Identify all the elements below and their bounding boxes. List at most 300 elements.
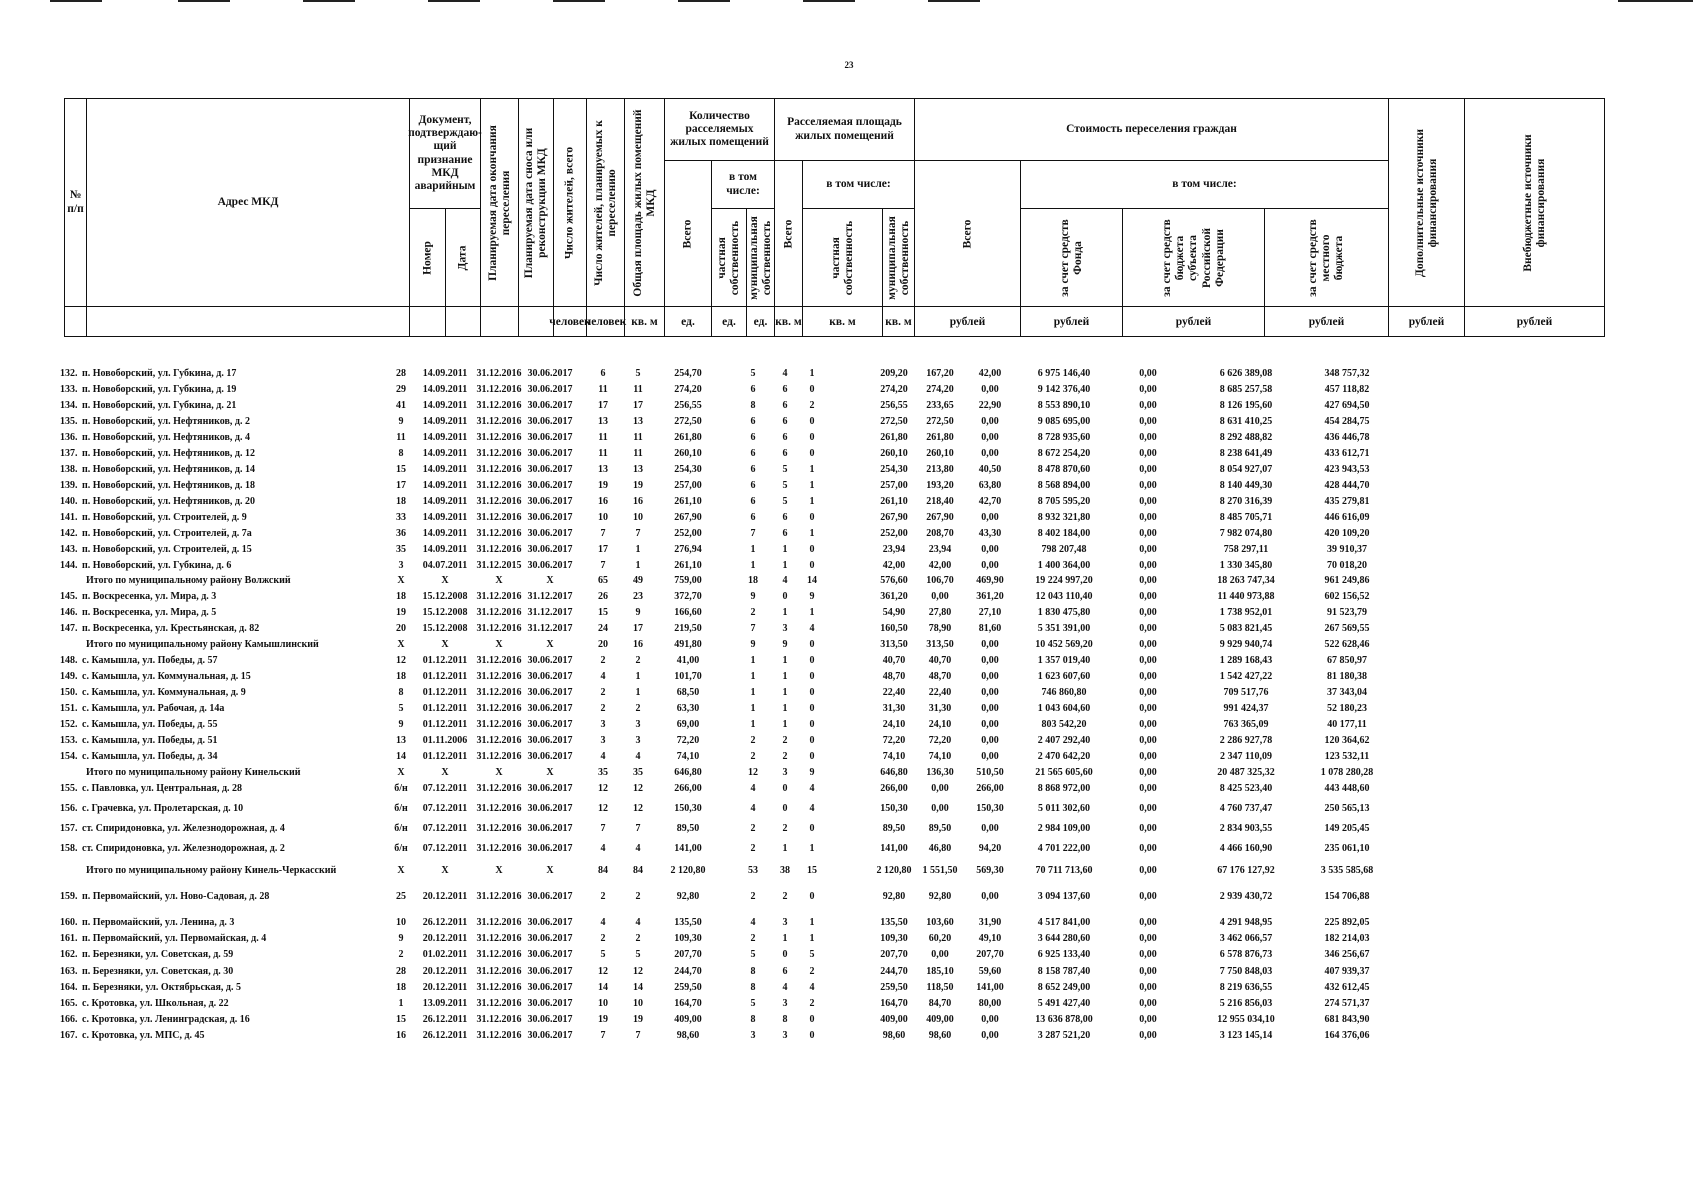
cell-rm: 9 <box>809 767 815 778</box>
cell-area: 219,50 <box>674 623 702 634</box>
header-no <box>64 98 87 307</box>
table-row <box>60 781 1604 796</box>
cell-rt: 53 <box>748 865 758 876</box>
cell-date: 01.12.2011 <box>422 719 468 730</box>
cell-am: 469,90 <box>976 575 1004 586</box>
cell-cr: 758 297,11 <box>1223 544 1269 555</box>
cell-num: 20 <box>396 623 406 634</box>
cell-ap: 185,10 <box>926 966 954 977</box>
cell-end: 31.12.2016 <box>476 496 522 507</box>
cell-at: 646,80 <box>880 767 908 778</box>
cell-n: 138. <box>60 464 78 475</box>
cell-at: 2 120,80 <box>876 865 912 876</box>
unit-label: ед. <box>722 315 736 328</box>
cell-rm: 0 <box>809 448 815 459</box>
cell-am: 0,00 <box>981 432 999 443</box>
cell-cr: 4 760 737,47 <box>1219 803 1273 814</box>
cell-ct: 10 452 569,20 <box>1035 639 1093 650</box>
cell-dem: 30.06.2017 <box>527 949 573 960</box>
cell-res: 11 <box>598 432 608 443</box>
header-residents-planned <box>586 98 625 307</box>
cell-am: 0,00 <box>981 719 999 730</box>
unit-sqm4 <box>882 306 915 337</box>
unit-label: кв. м <box>829 315 856 328</box>
cell-area: 74,10 <box>676 751 700 762</box>
cell-addr: п. Березняки, ул. Октябрьская, д. 5 <box>82 982 241 993</box>
cell-ap: 103,60 <box>926 917 954 928</box>
cell-cf: 0,00 <box>1139 917 1157 928</box>
cell-cl: 435 279,81 <box>1324 496 1370 507</box>
cell-cf: 0,00 <box>1139 416 1157 427</box>
cell-end: 31.12.2016 <box>476 891 522 902</box>
cell-cr: 20 487 325,32 <box>1217 767 1275 778</box>
subtotal-row <box>64 573 1604 588</box>
cell-ap: 260,10 <box>926 448 954 459</box>
cell-ct: 3 644 280,60 <box>1037 933 1091 944</box>
cell-ap: 89,50 <box>928 823 952 834</box>
cell-cf: 0,00 <box>1139 432 1157 443</box>
cell-area: 257,00 <box>674 480 702 491</box>
cell-rt: 1 <box>750 719 756 730</box>
cell-dem: 30.06.2017 <box>527 384 573 395</box>
cell-rm: 2 <box>809 966 815 977</box>
cell-area: 276,94 <box>674 544 702 555</box>
table-row <box>60 621 1604 636</box>
cell-resp: 13 <box>633 416 643 427</box>
cell-n: 144. <box>60 560 78 571</box>
table-row <box>60 749 1604 764</box>
cell-resp: 10 <box>633 998 643 1009</box>
cell-n: 157. <box>60 823 78 834</box>
header-cost-region-label: за счет средств бюджета субъекта Российской Федерации <box>1160 218 1226 297</box>
cell-cf: 0,00 <box>1139 575 1157 586</box>
cell-am: 81,60 <box>978 623 1002 634</box>
cell-num: 25 <box>396 891 406 902</box>
cell-dem: 31.12.2017 <box>527 607 573 618</box>
cell-dem: 30.06.2017 <box>527 512 573 523</box>
cell-cr: 6 626 389,08 <box>1219 368 1273 379</box>
table-row <box>60 980 1604 995</box>
cell-date: 26.12.2011 <box>422 1030 468 1041</box>
cell-area: 372,70 <box>674 591 702 602</box>
cell-rp: 3 <box>782 767 788 778</box>
cell-rt: 6 <box>750 464 756 475</box>
cell-addr: п. Березняки, ул. Советская, д. 59 <box>82 949 234 960</box>
cell-rm: 0 <box>809 432 815 443</box>
cell-num: б/н <box>394 783 408 794</box>
cell-am: 0,00 <box>981 1014 999 1025</box>
cell-n: 137. <box>60 448 78 459</box>
header-area-including <box>802 160 915 209</box>
cell-ct: 8 672 254,20 <box>1037 448 1091 459</box>
cell-num: 15 <box>396 464 406 475</box>
cell-n: 166. <box>60 1014 78 1025</box>
cell-addr: Итого по муниципальному району Камышлинский <box>86 639 319 650</box>
page-number: 23 <box>844 60 854 70</box>
cell-ap: 136,30 <box>926 767 954 778</box>
cell-rt: 2 <box>750 891 756 902</box>
cell-end: 31.12.2016 <box>476 1030 522 1041</box>
cell-cr: 18 263 747,34 <box>1217 575 1275 586</box>
cell-addr: п. Новоборский, ул. Губкина, д. 21 <box>82 400 237 411</box>
cell-n: 148. <box>60 655 78 666</box>
cell-cr: 8 270 316,39 <box>1219 496 1273 507</box>
cell-dem: 30.06.2017 <box>527 448 573 459</box>
cell-n: 161. <box>60 933 78 944</box>
cell-at: 109,30 <box>880 933 908 944</box>
cell-dem: 30.06.2017 <box>527 843 573 854</box>
cell-rm: 1 <box>809 496 815 507</box>
table-row <box>60 478 1604 493</box>
cell-addr: п. Новоборский, ул. Губкина, д. 6 <box>82 560 232 571</box>
cell-addr: с. Грачевка, ул. Пролетарская, д. 10 <box>82 803 244 814</box>
cell-n: 156. <box>60 803 78 814</box>
cell-n: 167. <box>60 1030 78 1041</box>
header-cost-total-label: Всего <box>960 219 973 248</box>
cell-area: 89,50 <box>676 823 700 834</box>
unit-rub1 <box>914 306 1021 337</box>
header-additional-sources-label: Дополнительные источники финансирования <box>1413 128 1439 277</box>
cell-rp: 2 <box>782 823 788 834</box>
cell-end: 31.12.2016 <box>476 671 522 682</box>
subtotal-row <box>64 637 1604 652</box>
header-cost-including-label: в том числе: <box>1172 177 1237 190</box>
cell-ap: 0,00 <box>931 949 949 960</box>
table-row <box>60 701 1604 716</box>
unit-label: кв. м <box>775 315 802 328</box>
table-header <box>64 98 1604 361</box>
cell-at: 261,10 <box>880 496 908 507</box>
cell-dem: 30.06.2017 <box>527 400 573 411</box>
cell-am: 0,00 <box>981 735 999 746</box>
cell-rt: 2 <box>750 933 756 944</box>
cell-area: 266,00 <box>674 783 702 794</box>
cell-ap: 0,00 <box>931 803 949 814</box>
cell-addr: с. Павловка, ул. Центральная, д. 28 <box>82 783 243 794</box>
cell-resp: 4 <box>635 917 641 928</box>
cell-date: 20.12.2011 <box>422 982 468 993</box>
cell-cf: 0,00 <box>1139 735 1157 746</box>
cell-cl: 154 706,88 <box>1324 891 1370 902</box>
header-cost-including <box>1020 160 1389 209</box>
cell-ap: 84,70 <box>928 998 952 1009</box>
cell-cr: 8 292 488,82 <box>1219 432 1273 443</box>
cell-ct: 4 517 841,00 <box>1037 917 1091 928</box>
cell-at: 209,20 <box>880 368 908 379</box>
header-cost-fund-label: за счет средств Фонда <box>1058 218 1084 297</box>
cell-cr: 67 176 127,92 <box>1217 865 1275 876</box>
unit-rub2 <box>1020 306 1123 337</box>
cell-addr: п. Воскресенка, ул. Мира, д. 3 <box>82 591 217 602</box>
cell-rp: 1 <box>782 843 788 854</box>
cell-date: 15.12.2008 <box>422 623 468 634</box>
cell-rp: 8 <box>782 1014 788 1025</box>
cell-resp: 12 <box>633 803 643 814</box>
cell-cl: 346 256,67 <box>1324 949 1370 960</box>
cell-num: 5 <box>398 703 404 714</box>
unit-persons1 <box>549 306 591 337</box>
header-doc-number <box>409 208 446 307</box>
cell-am: 42,70 <box>978 496 1002 507</box>
cell-am: 0,00 <box>981 448 999 459</box>
cell-rp: 1 <box>782 655 788 666</box>
cell-cf: 0,00 <box>1139 803 1157 814</box>
cell-cr: 2 347 110,09 <box>1220 751 1272 762</box>
cell-ap: 0,00 <box>931 783 949 794</box>
cell-rp: 4 <box>782 575 788 586</box>
cell-rp: 0 <box>782 783 788 794</box>
cell-at: 92,80 <box>882 891 906 902</box>
header-residents-planned-label: Число жителей, планируемых к переселению <box>592 119 618 286</box>
cell-cr: 2 286 927,78 <box>1219 735 1273 746</box>
cell-res: 5 <box>600 949 606 960</box>
cell-cl: 457 118,82 <box>1324 384 1370 395</box>
cell-resp: 7 <box>635 528 641 539</box>
cell-dem: 30.06.2017 <box>527 803 573 814</box>
unit-label: рублей <box>1053 315 1090 328</box>
cell-ct: 5 491 427,40 <box>1037 998 1091 1009</box>
cell-ct: 8 478 870,60 <box>1037 464 1091 475</box>
cell-dem: 30.06.2017 <box>527 368 573 379</box>
cell-cf: 0,00 <box>1139 400 1157 411</box>
unit-rub6 <box>1464 306 1605 337</box>
cell-end: 31.12.2016 <box>476 480 522 491</box>
cell-area: 259,50 <box>674 982 702 993</box>
cell-resp: 3 <box>635 719 641 730</box>
cell-num: 28 <box>396 368 406 379</box>
unit-label: рублей <box>949 315 986 328</box>
cell-rm: 0 <box>809 735 815 746</box>
header-no-label: № п/п <box>67 189 84 215</box>
cell-cl: 420 109,20 <box>1324 528 1370 539</box>
cell-end: 31.12.2016 <box>476 623 522 634</box>
cell-end: 31.12.2015 <box>476 560 522 571</box>
cell-date: 26.12.2011 <box>422 917 468 928</box>
cell-ct: 8 402 184,00 <box>1037 528 1091 539</box>
cell-num: 36 <box>396 528 406 539</box>
cell-n: 154. <box>60 751 78 762</box>
cell-date: 20.12.2011 <box>422 891 468 902</box>
header-doc-date <box>445 208 481 307</box>
cell-ct: 9 085 695,00 <box>1037 416 1091 427</box>
unit-sqm1 <box>624 306 665 337</box>
cell-at: 54,90 <box>882 607 906 618</box>
cell-end: 31.12.2016 <box>476 544 522 555</box>
cell-resp: 2 <box>635 933 641 944</box>
cell-cl: 164 376,06 <box>1324 1030 1370 1041</box>
cell-rm: 2 <box>809 400 815 411</box>
cell-am: 0,00 <box>981 512 999 523</box>
cell-cl: 681 843,90 <box>1324 1014 1370 1025</box>
cell-rp: 6 <box>782 384 788 395</box>
cell-date: 14.09.2011 <box>422 512 468 523</box>
cell-ct: 2 984 109,00 <box>1037 823 1091 834</box>
cell-rm: 1 <box>809 368 815 379</box>
cell-am: 0,00 <box>981 384 999 395</box>
cell-rt: 5 <box>750 998 756 1009</box>
cell-ap: 27,80 <box>928 607 952 618</box>
cell-num: X <box>397 639 405 650</box>
cell-cr: 4 466 160,90 <box>1219 843 1273 854</box>
cell-res: 2 <box>600 687 606 698</box>
cell-n: 152. <box>60 719 78 730</box>
cell-resp: 12 <box>633 783 643 794</box>
cell-cf: 0,00 <box>1139 607 1157 618</box>
header-cost <box>914 98 1389 161</box>
cell-date: 14.09.2011 <box>422 544 468 555</box>
header-area-private <box>802 208 883 307</box>
cell-num: 41 <box>396 400 406 411</box>
cell-ct: 6 925 133,40 <box>1037 949 1091 960</box>
table-row <box>60 494 1604 509</box>
cell-res: 7 <box>600 823 606 834</box>
cell-n: 150. <box>60 687 78 698</box>
cell-rt: 2 <box>750 823 756 834</box>
cell-n: 149. <box>60 671 78 682</box>
cell-end: 31.12.2016 <box>476 512 522 523</box>
cell-resp: 11 <box>633 448 643 459</box>
cell-at: 150,30 <box>880 803 908 814</box>
cell-res: 24 <box>598 623 608 634</box>
table-row <box>60 685 1604 700</box>
cell-dem: 30.06.2017 <box>527 703 573 714</box>
cell-addr: Итого по муниципальному району Кинель-Черкасский <box>86 865 337 876</box>
cell-date: 14.09.2011 <box>422 400 468 411</box>
cell-date: 01.11.2006 <box>422 735 468 746</box>
cell-rt: 2 <box>750 843 756 854</box>
cell-date: 07.12.2011 <box>422 823 468 834</box>
cell-addr: п. Новоборский, ул. Нефтяников, д. 12 <box>82 448 255 459</box>
header-additional-sources <box>1388 98 1465 307</box>
unit-rub3 <box>1122 306 1265 337</box>
cell-cl: 446 616,09 <box>1324 512 1370 523</box>
cell-area: 256,55 <box>674 400 702 411</box>
cell-at: 409,00 <box>880 1014 908 1025</box>
cell-am: 49,10 <box>978 933 1002 944</box>
cell-date: X <box>441 575 449 586</box>
header-rooms <box>664 98 775 161</box>
table-row <box>60 1012 1604 1027</box>
cell-rt: 7 <box>750 528 756 539</box>
cell-rt: 1 <box>750 671 756 682</box>
cell-rt: 4 <box>750 783 756 794</box>
cell-res: 2 <box>600 933 606 944</box>
cell-cr: 763 365,09 <box>1223 719 1269 730</box>
cell-resp: 1 <box>635 560 641 571</box>
cell-dem: 30.06.2017 <box>527 480 573 491</box>
cell-rt: 6 <box>750 512 756 523</box>
cell-ct: 6 975 146,40 <box>1037 368 1091 379</box>
cell-at: 31,30 <box>882 703 906 714</box>
header-rooms-private <box>711 208 747 307</box>
cell-rm: 0 <box>809 544 815 555</box>
table-row <box>60 605 1604 620</box>
cell-rt: 6 <box>750 448 756 459</box>
cell-cl: 433 612,71 <box>1324 448 1370 459</box>
cell-ct: 8 932 321,80 <box>1037 512 1091 523</box>
cell-n: 162. <box>60 949 78 960</box>
cell-rp: 6 <box>782 448 788 459</box>
cell-rm: 9 <box>809 591 815 602</box>
cell-cl: 37 343,04 <box>1327 687 1367 698</box>
cell-cl: 428 444,70 <box>1324 480 1370 491</box>
subtotal-row <box>64 863 1604 878</box>
cell-at: 274,20 <box>880 384 908 395</box>
cell-date: 13.09.2011 <box>422 998 468 1009</box>
cell-dem: X <box>546 767 554 778</box>
table-row <box>60 382 1604 397</box>
cell-rm: 0 <box>809 719 815 730</box>
header-rooms-municipal <box>746 208 775 307</box>
cell-am: 63,80 <box>978 480 1002 491</box>
cell-num: 2 <box>398 949 404 960</box>
cell-date: 04.07.2011 <box>422 560 468 571</box>
cell-resp: 16 <box>633 639 643 650</box>
cell-cf: 0,00 <box>1139 368 1157 379</box>
cell-at: 24,10 <box>882 719 906 730</box>
cell-ap: 74,10 <box>928 751 952 762</box>
cell-end: 31.12.2016 <box>476 933 522 944</box>
header-rooms-total <box>664 160 712 307</box>
cell-addr: с. Камышла, ул. Победы, д. 55 <box>82 719 218 730</box>
cell-end: X <box>495 865 503 876</box>
cell-rt: 6 <box>750 480 756 491</box>
cell-resp: 16 <box>633 496 643 507</box>
cell-ap: 42,00 <box>928 560 952 571</box>
table-row <box>60 889 1604 904</box>
cell-dem: 30.06.2017 <box>527 432 573 443</box>
cell-am: 22,90 <box>978 400 1002 411</box>
cell-rm: 0 <box>809 1030 815 1041</box>
header-cost-total <box>914 160 1021 307</box>
cell-dem: 30.06.2017 <box>527 496 573 507</box>
cell-am: 0,00 <box>981 639 999 650</box>
cell-am: 207,70 <box>976 949 1004 960</box>
cell-addr: с. Кротовка, ул. Ленинградская, д. 16 <box>82 1014 250 1025</box>
header-resettlement-end-label: Планируемая дата окончания переселения <box>486 124 512 281</box>
header-area-including-label: в том числе: <box>826 177 891 190</box>
cell-addr: п. Воскресенка, ул. Крестьянская, д. 82 <box>82 623 260 634</box>
cell-num: 18 <box>396 982 406 993</box>
header-area-private-label: частная собственность <box>829 220 855 295</box>
cell-res: 10 <box>598 512 608 523</box>
cell-date: 01.12.2011 <box>422 671 468 682</box>
header-demolition <box>518 98 554 307</box>
cell-am: 59,60 <box>978 966 1002 977</box>
table-row <box>60 398 1604 413</box>
cell-cf: 0,00 <box>1139 823 1157 834</box>
cell-rm: 1 <box>809 464 815 475</box>
cell-cl: 250 565,13 <box>1324 803 1370 814</box>
cell-date: 01.12.2011 <box>422 751 468 762</box>
cell-num: б/н <box>394 803 408 814</box>
cell-cr: 8 054 927,07 <box>1219 464 1273 475</box>
cell-date: X <box>441 767 449 778</box>
cell-res: 19 <box>598 480 608 491</box>
cell-am: 0,00 <box>981 416 999 427</box>
cell-area: 491,80 <box>674 639 702 650</box>
cell-rm: 1 <box>809 933 815 944</box>
cell-addr: п. Березняки, ул. Советская, д. 30 <box>82 966 234 977</box>
cell-resp: 1 <box>635 687 641 698</box>
cell-dem: 30.06.2017 <box>527 544 573 555</box>
cell-addr: п. Новоборский, ул. Нефтяников, д. 4 <box>82 432 250 443</box>
cell-cl: 52 180,23 <box>1327 703 1367 714</box>
cell-rt: 12 <box>748 767 758 778</box>
cell-resp: 11 <box>633 384 643 395</box>
table-row <box>60 558 1604 573</box>
cell-am: 0,00 <box>981 823 999 834</box>
